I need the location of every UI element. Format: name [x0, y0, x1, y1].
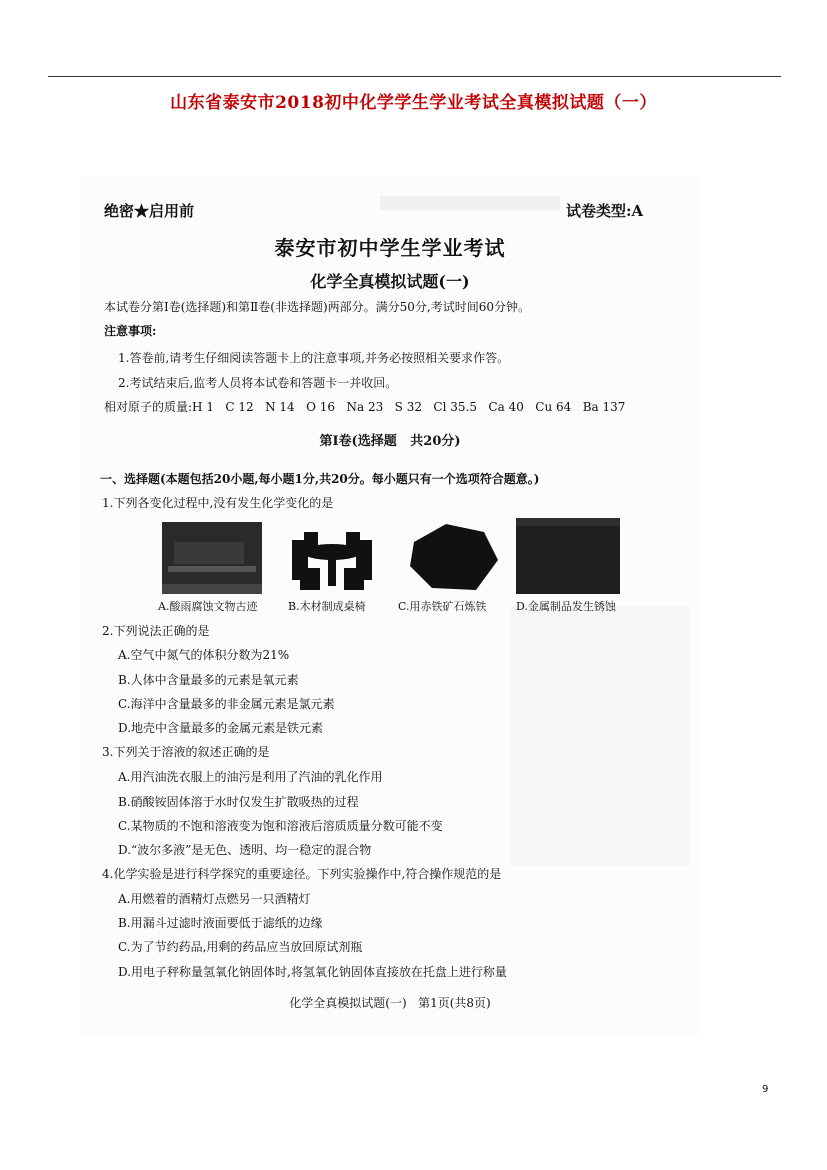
notice-item-2: 2.考试结束后,监考人员将本试卷和答题卡一并收回。: [118, 376, 398, 390]
page-number: 9: [762, 1084, 769, 1095]
q1-caption-d: D.金属制品发生锈蚀: [516, 600, 616, 613]
rusted-metal-photo: [516, 518, 620, 594]
section-heading: 一、选择题(本题包括20小题,每小题1分,共20分。每小题只有一个选项符合题意。): [100, 472, 540, 486]
exam-subtitle: 化学全真模拟试题(一): [310, 272, 470, 291]
scan-bleed: [510, 606, 690, 866]
q3-option-c: C.某物质的不饱和溶液变为饱和溶液后溶质质量分数可能不变: [118, 819, 443, 833]
document-title: 山东省泰安市2018初中化学学生学业考试全真模拟试题（一）: [170, 93, 657, 113]
wooden-table-chairs-image: [282, 522, 382, 594]
scanned-exam-page: [80, 176, 700, 1034]
notice-heading: 注意事项:: [104, 324, 157, 338]
q2-option-a: A.空气中氮气的体积分数为21%: [118, 648, 290, 662]
q4-option-a: A.用燃着的酒精灯点燃另一只酒精灯: [118, 892, 311, 906]
acid-rain-relic-photo: [162, 522, 262, 594]
part-title: 第Ⅰ卷(选择题 共20分): [319, 434, 461, 449]
notice-item-1: 1.答卷前,请考生仔细阅读答题卡上的注意事项,并务必按照相关要求作答。: [118, 351, 510, 365]
question-2-stem: 2.下列说法正确的是: [102, 624, 210, 638]
question-4-stem: 4.化学实验是进行科学探究的重要途径。下列实验操作中,符合操作规范的是: [102, 867, 502, 881]
question-3-stem: 3.下列关于溶液的叙述正确的是: [102, 745, 270, 759]
q4-option-d: D.用电子秤称量氢氧化钠固体时,将氢氧化钠固体直接放在托盘上进行称量: [118, 965, 507, 979]
atomic-mass-list: 相对原子的质量:H 1 C 12 N 14 O 16 Na 23 S 32 Cl 35.5 Ca 40 Cu 64 Ba 137: [104, 400, 626, 414]
q3-option-d: D.“波尔多液”是无色、透明、均一稳定的混合物: [118, 843, 372, 857]
q2-option-c: C.海洋中含量最多的非金属元素是氯元素: [118, 697, 335, 711]
q1-caption-b: B.木材制成桌椅: [288, 600, 366, 613]
q1-caption-a: A.酸雨腐蚀文物古迹: [158, 600, 258, 613]
paper-type: 试卷类型:A: [566, 202, 644, 220]
q3-option-b: B.硝酸铵固体溶于水时仅发生扩散吸热的过程: [118, 795, 359, 809]
q1-caption-c: C.用赤铁矿石炼铁: [398, 600, 487, 613]
secret-label: 绝密★启用前: [104, 202, 195, 220]
q4-option-c: C.为了节约药品,用剩的药品应当放回原试剂瓶: [118, 940, 363, 954]
q2-option-d: D.地壳中含量最多的金属元素是铁元素: [118, 721, 324, 735]
question-1-stem: 1.下列各变化过程中,没有发生化学变化的是: [102, 496, 334, 510]
q2-option-b: B.人体中含量最多的元素是氧元素: [118, 673, 299, 687]
scan-noise: [380, 196, 560, 210]
header-rule: [48, 76, 781, 77]
exam-page-footer: 化学全真模拟试题(一) 第1页(共8页): [289, 996, 491, 1010]
q3-option-a: A.用汽油洗衣服上的油污是利用了汽油的乳化作用: [118, 770, 383, 784]
exam-title: 泰安市初中学生学业考试: [274, 236, 506, 260]
q4-option-b: B.用漏斗过滤时液面要低于滤纸的边缘: [118, 916, 323, 930]
hematite-ore-image: [406, 522, 506, 594]
exam-intro: 本试卷分第Ⅰ卷(选择题)和第Ⅱ卷(非选择题)两部分。满分50分,考试时间60分钟。: [104, 300, 530, 314]
